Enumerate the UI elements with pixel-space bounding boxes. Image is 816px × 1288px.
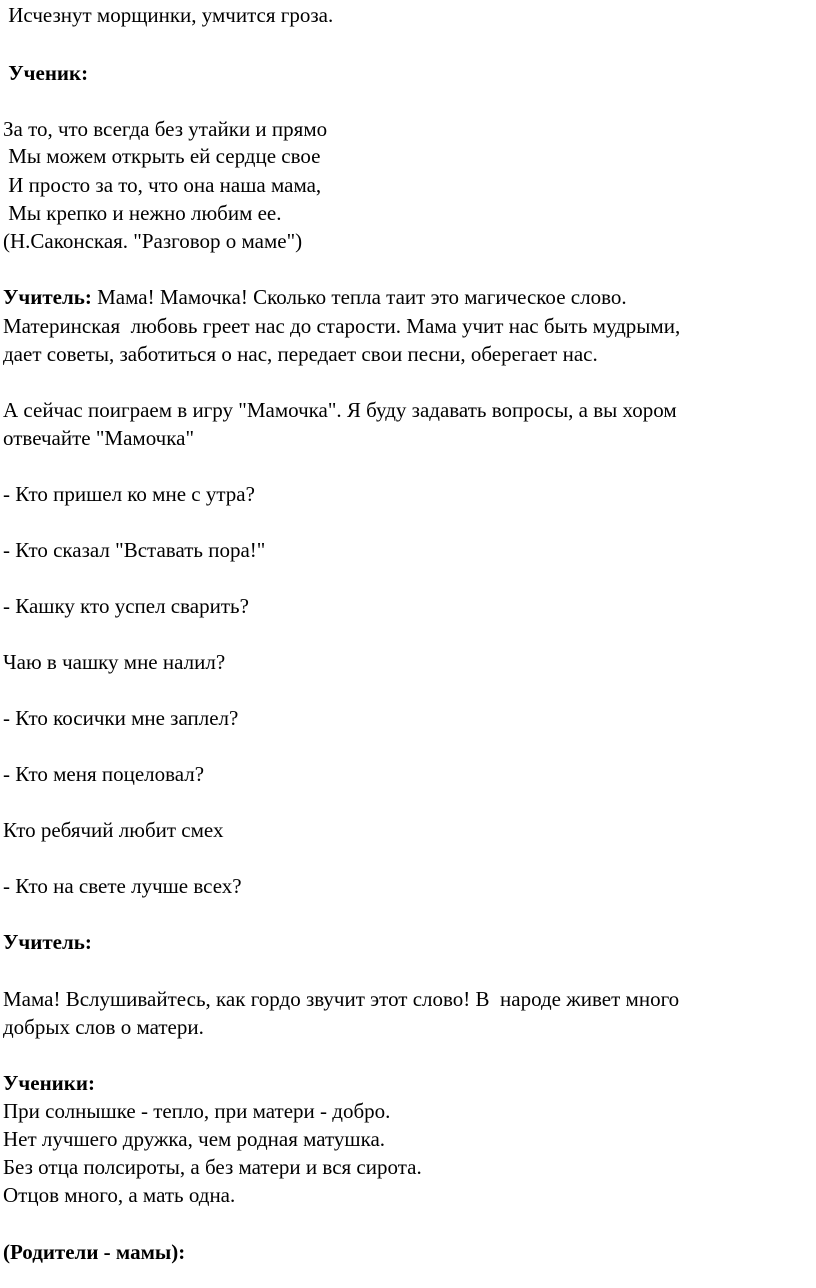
game-question: - Кто на свете лучше всех?: [3, 874, 242, 898]
poem-line: За то, что всегда без утайки и прямо: [3, 117, 328, 141]
poem-line: Мы крепко и нежно любим ее.: [3, 201, 282, 225]
proverb-line: Нет лучшего дружка, чем родная матушка.: [3, 1127, 386, 1151]
paragraph-line: А сейчас поиграем в игру "Мамочка". Я буду задавать вопросы, а вы хором: [3, 398, 677, 422]
poem-line: И просто за то, что она наша мама,: [3, 173, 322, 197]
game-question: - Кто сказал "Вставать пора!": [3, 538, 266, 562]
paragraph-line: отвечайте "Мамочка": [3, 426, 195, 450]
game-question: - Кто косички мне заплел?: [3, 706, 239, 730]
poem-line: Мы можем открыть ей сердце свое: [3, 144, 321, 168]
proverb-line: Без отца полсироты, а без матери и вся сирота.: [3, 1155, 422, 1179]
game-question: Чаю в чашку мне налил?: [3, 650, 226, 674]
paragraph-line: Материнская любовь греет нас до старости. Мама учит нас быть мудрыми,: [3, 314, 681, 338]
proverb-line: Отцов много, а мать одна.: [3, 1183, 236, 1207]
poem-citation: (Н.Саконская. "Разговор о маме"): [3, 229, 303, 253]
paragraph-text: Мама! Мамочка! Сколько тепла таит это магическое слово.: [91, 285, 627, 309]
speaker-label-student: Ученик:: [3, 61, 89, 85]
speaker-label-teacher: Учитель:: [3, 930, 92, 954]
proverb-line: При солнышке - тепло, при матери - добро.: [3, 1099, 391, 1123]
game-question: Кто ребячий любит смех: [3, 818, 224, 842]
paragraph-line: дает советы, заботиться о нас, передает свои песни, оберегает нас.: [3, 342, 598, 366]
speaker-label-students: Ученики:: [3, 1071, 95, 1095]
teacher-paragraph-line: [3, 285, 627, 309]
game-question: - Кто пришел ко мне с утра?: [3, 482, 255, 506]
game-question: - Кто меня поцеловал?: [3, 762, 205, 786]
paragraph-line: Мама! Вслушивайтесь, как гордо звучит этот слово! В народе живет много: [3, 987, 680, 1011]
speaker-label-teacher: Учитель:: [3, 285, 92, 309]
game-question: - Кашку кто успел сварить?: [3, 594, 249, 618]
paragraph-line: добрых слов о матери.: [3, 1015, 204, 1039]
speaker-label-parents: (Родители - мамы):: [3, 1240, 186, 1264]
poem-line: Исчезнут морщинки, умчится гроза.: [3, 3, 334, 27]
